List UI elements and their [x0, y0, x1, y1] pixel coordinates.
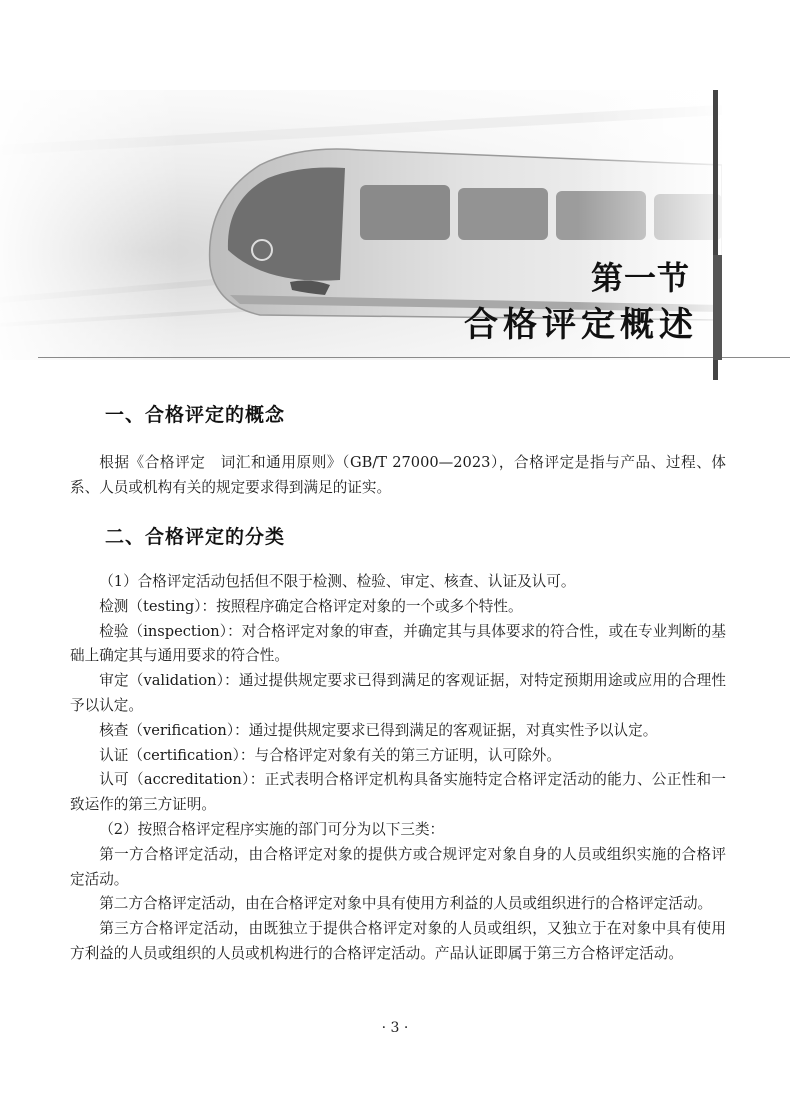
heading-classification: 二、合格评定的分类: [105, 526, 286, 548]
paragraph: 检验（inspection）：对合格评定对象的审查，并确定其与具体要求的符合性，或在专业判断的基础上确定其与通用要求的符合性。: [70, 622, 726, 665]
banner-side-bar-accent: [713, 255, 722, 360]
section2-body: [70, 570, 726, 967]
banner-divider: [38, 357, 790, 358]
paragraph: 审定（validation）：通过提供规定要求已得到满足的客观证据，对特定预期用途或应用的合理性予以认定。: [70, 672, 726, 714]
paragraph: 认可（accreditation）：正式表明合格评定机构具备实施特定合格评定活动的能力、公正性和一致运作的第三方证明。: [70, 771, 726, 814]
heading-concept: 一、合格评定的概念: [105, 404, 286, 426]
paragraph: 第二方合格评定活动，由在合格评定对象中具有使用方利益的人员或组织进行的合格评定活动。: [99, 895, 713, 913]
paragraph: 根据《合格评定 词汇和通用原则》（GB/T 27000—2023），合格评定是指与产品、过程、体系、人员或机构有关的规定要求得到满足的证实。: [70, 454, 726, 496]
paragraph: 检测（testing）：按照程序确定合格评定对象的一个或多个特性。: [99, 597, 523, 615]
paragraph: 第一方合格评定活动，由合格评定对象的提供方或合规评定对象自身的人员或组织实施的合格评定活动。: [70, 845, 726, 888]
paragraph: 核查（verification）：通过提供规定要求已得到满足的客观证据，对真实性予以认定。: [99, 721, 658, 739]
paragraph: 认证（certification）：与合格评定对象有关的第三方证明，认可除外。: [99, 746, 561, 764]
page-number: · 3 ·: [381, 1020, 409, 1036]
section-title: 合格评定概述: [464, 305, 698, 345]
section1-body: [70, 451, 726, 501]
section-number: 第一节: [590, 259, 690, 297]
paragraph: （1）合格评定活动包括但不限于检测、检验、审定、核查、认证及认可。: [99, 573, 576, 590]
paragraph: 第三方合格评定活动，由既独立于提供合格评定对象的人员或组织，又独立于在对象中具有使用方利益的人员或组织的人员或机构进行的合格评定活动。产品认证即属于第三方合格评定活动。: [70, 920, 726, 962]
paragraph: （2）按照合格评定程序实施的部门可分为以下三类：: [99, 820, 445, 838]
